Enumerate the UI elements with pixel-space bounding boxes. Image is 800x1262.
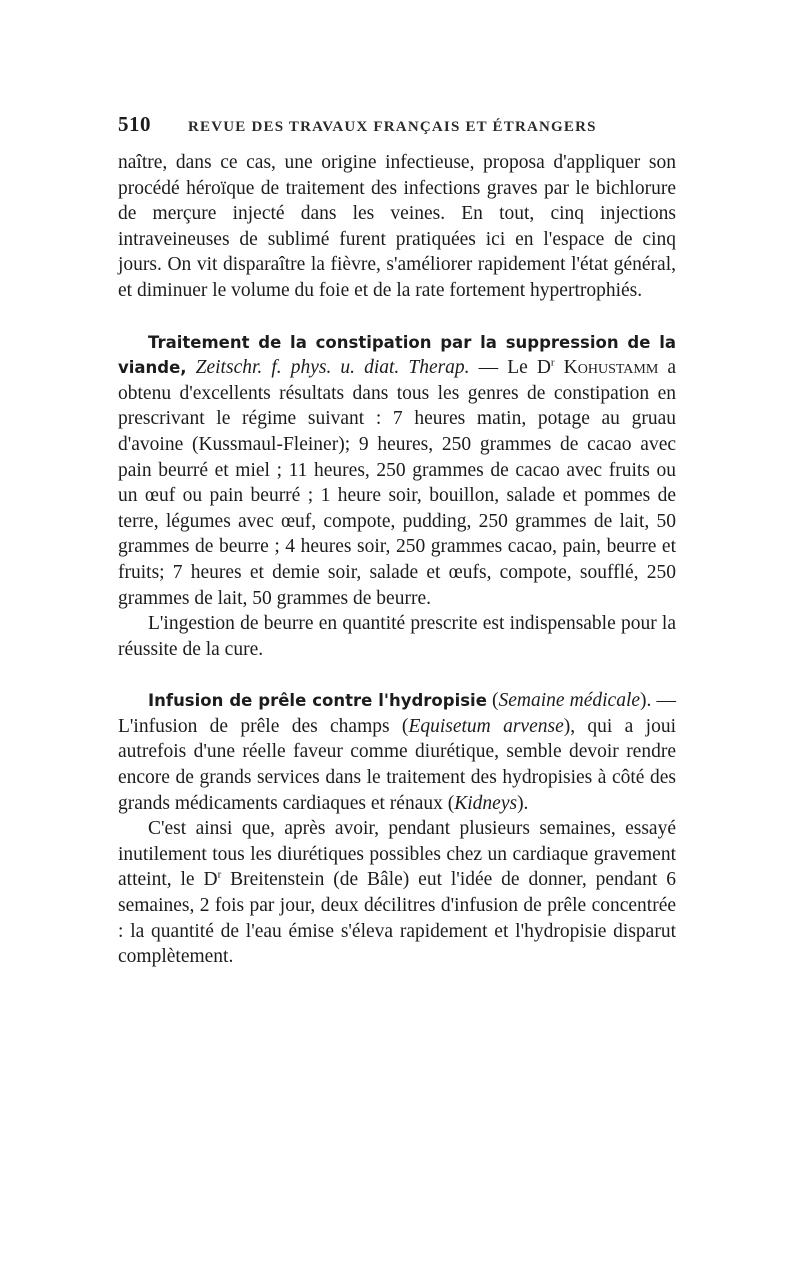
source-reference-semaine: Semaine médicale (498, 690, 641, 712)
paragraph-continuation: naître, dans ce cas, une origine infectieuse, proposa d'appliquer son procédé héroïque de traitement des infections graves par le bichlorure de merçure injecté dans les veines. En tout, cinq injections intraveineuses de sublimé furent pratiquées ici en l'espace de cinq jours. On vit disparaître la fièvre, s'améliorer rapidement l'état général, et diminuer le volume du foie et de la rate fortement hypertrophiés. (118, 152, 676, 301)
section-title-constipation: Traitement de la constipation par la suppression de la viande, (118, 332, 676, 378)
section-hydropisie: Infusion de prêle contre l'hydropisie (Semaine médicale). — L'infusion de prêle des champs (Equisetum arvense), qui a joui autrefois d'une réelle faveur comme diurétique, semble devoir rendre encore de grands services dans le traitement des hydropisies à côté des grands médicaments cardiaques et rénaux (Kidneys). (118, 690, 677, 814)
running-header (118, 112, 676, 142)
author-name: Kohustamm (554, 357, 659, 379)
document-page (118, 112, 676, 970)
running-title: REVUE DES TRAVAUX FRANÇAIS ET ÉTRANGERS (188, 119, 597, 135)
section-body-constipation: a obtenu d'excellents résultats dans tous les genres de constipation en prescrivant le régime suivant : 7 heures matin, potage au gruau d'avoine (Kussmaul-Fleiner); 9 heures, 250 grammes de cacao avec pain beurré et miel ; 11 heures, 250 grammes de cacao avec fruits ou un œuf ou pain beurré ; 1 heure soir, bouillon, salade et pommes de terre, légumes avec œuf, compote, pudding, 250 grammes de lait, 50 grammes de beurre ; 4 heures soir, 250 grammes cacao, pain, beurre et fruits; 7 heures et demie soir, salade et œufs, compote, soufflé, 250 grammes de lait, 50 grammes de beurre. (118, 357, 677, 609)
paragraph-butter: L'ingestion de beurre en quantité prescrite est indispensable pour la réussite de la cure. (118, 613, 676, 660)
section-constipation (118, 330, 676, 612)
latin-name: Equisetum arvense (408, 715, 564, 737)
author-title-sup: r (550, 356, 555, 369)
source-reference: Zeitschr. f. phys. u. diat. Therap. (195, 357, 470, 379)
section-title-hydropisie: Infusion de prêle contre l'hydropisie (148, 691, 487, 711)
paragraph-breitenstein: C'est ainsi que, après avoir, pendant plusieurs semaines, essayé inutilement tous les diurétiques possibles chez un cardiaque gravement atteint, le $D^r$ Breitenstein (de Bâle) eut l'idée de donner, pendant 6 semaines, 2 fois par jour, deux décilitres d'infusion de prêle concentrée : la quantité de l'eau émise s'éleva rapidement et l'hydropisie disparut complètement. (118, 818, 676, 968)
section-body-part1: L'infusion de prêle des champs ( (118, 715, 409, 737)
kidneys-term: Kidneys (454, 792, 518, 814)
author-prefix: — Le D (469, 357, 551, 379)
section-body-part2: ), qui a joui autrefois d'une réelle faveur comme diurétique, semble devoir rendre encore de grands services dans le traitement des hydropisies à côté des grands médicaments cardiaques et rénaux ( (118, 715, 677, 814)
page-number: 510 (118, 112, 151, 136)
